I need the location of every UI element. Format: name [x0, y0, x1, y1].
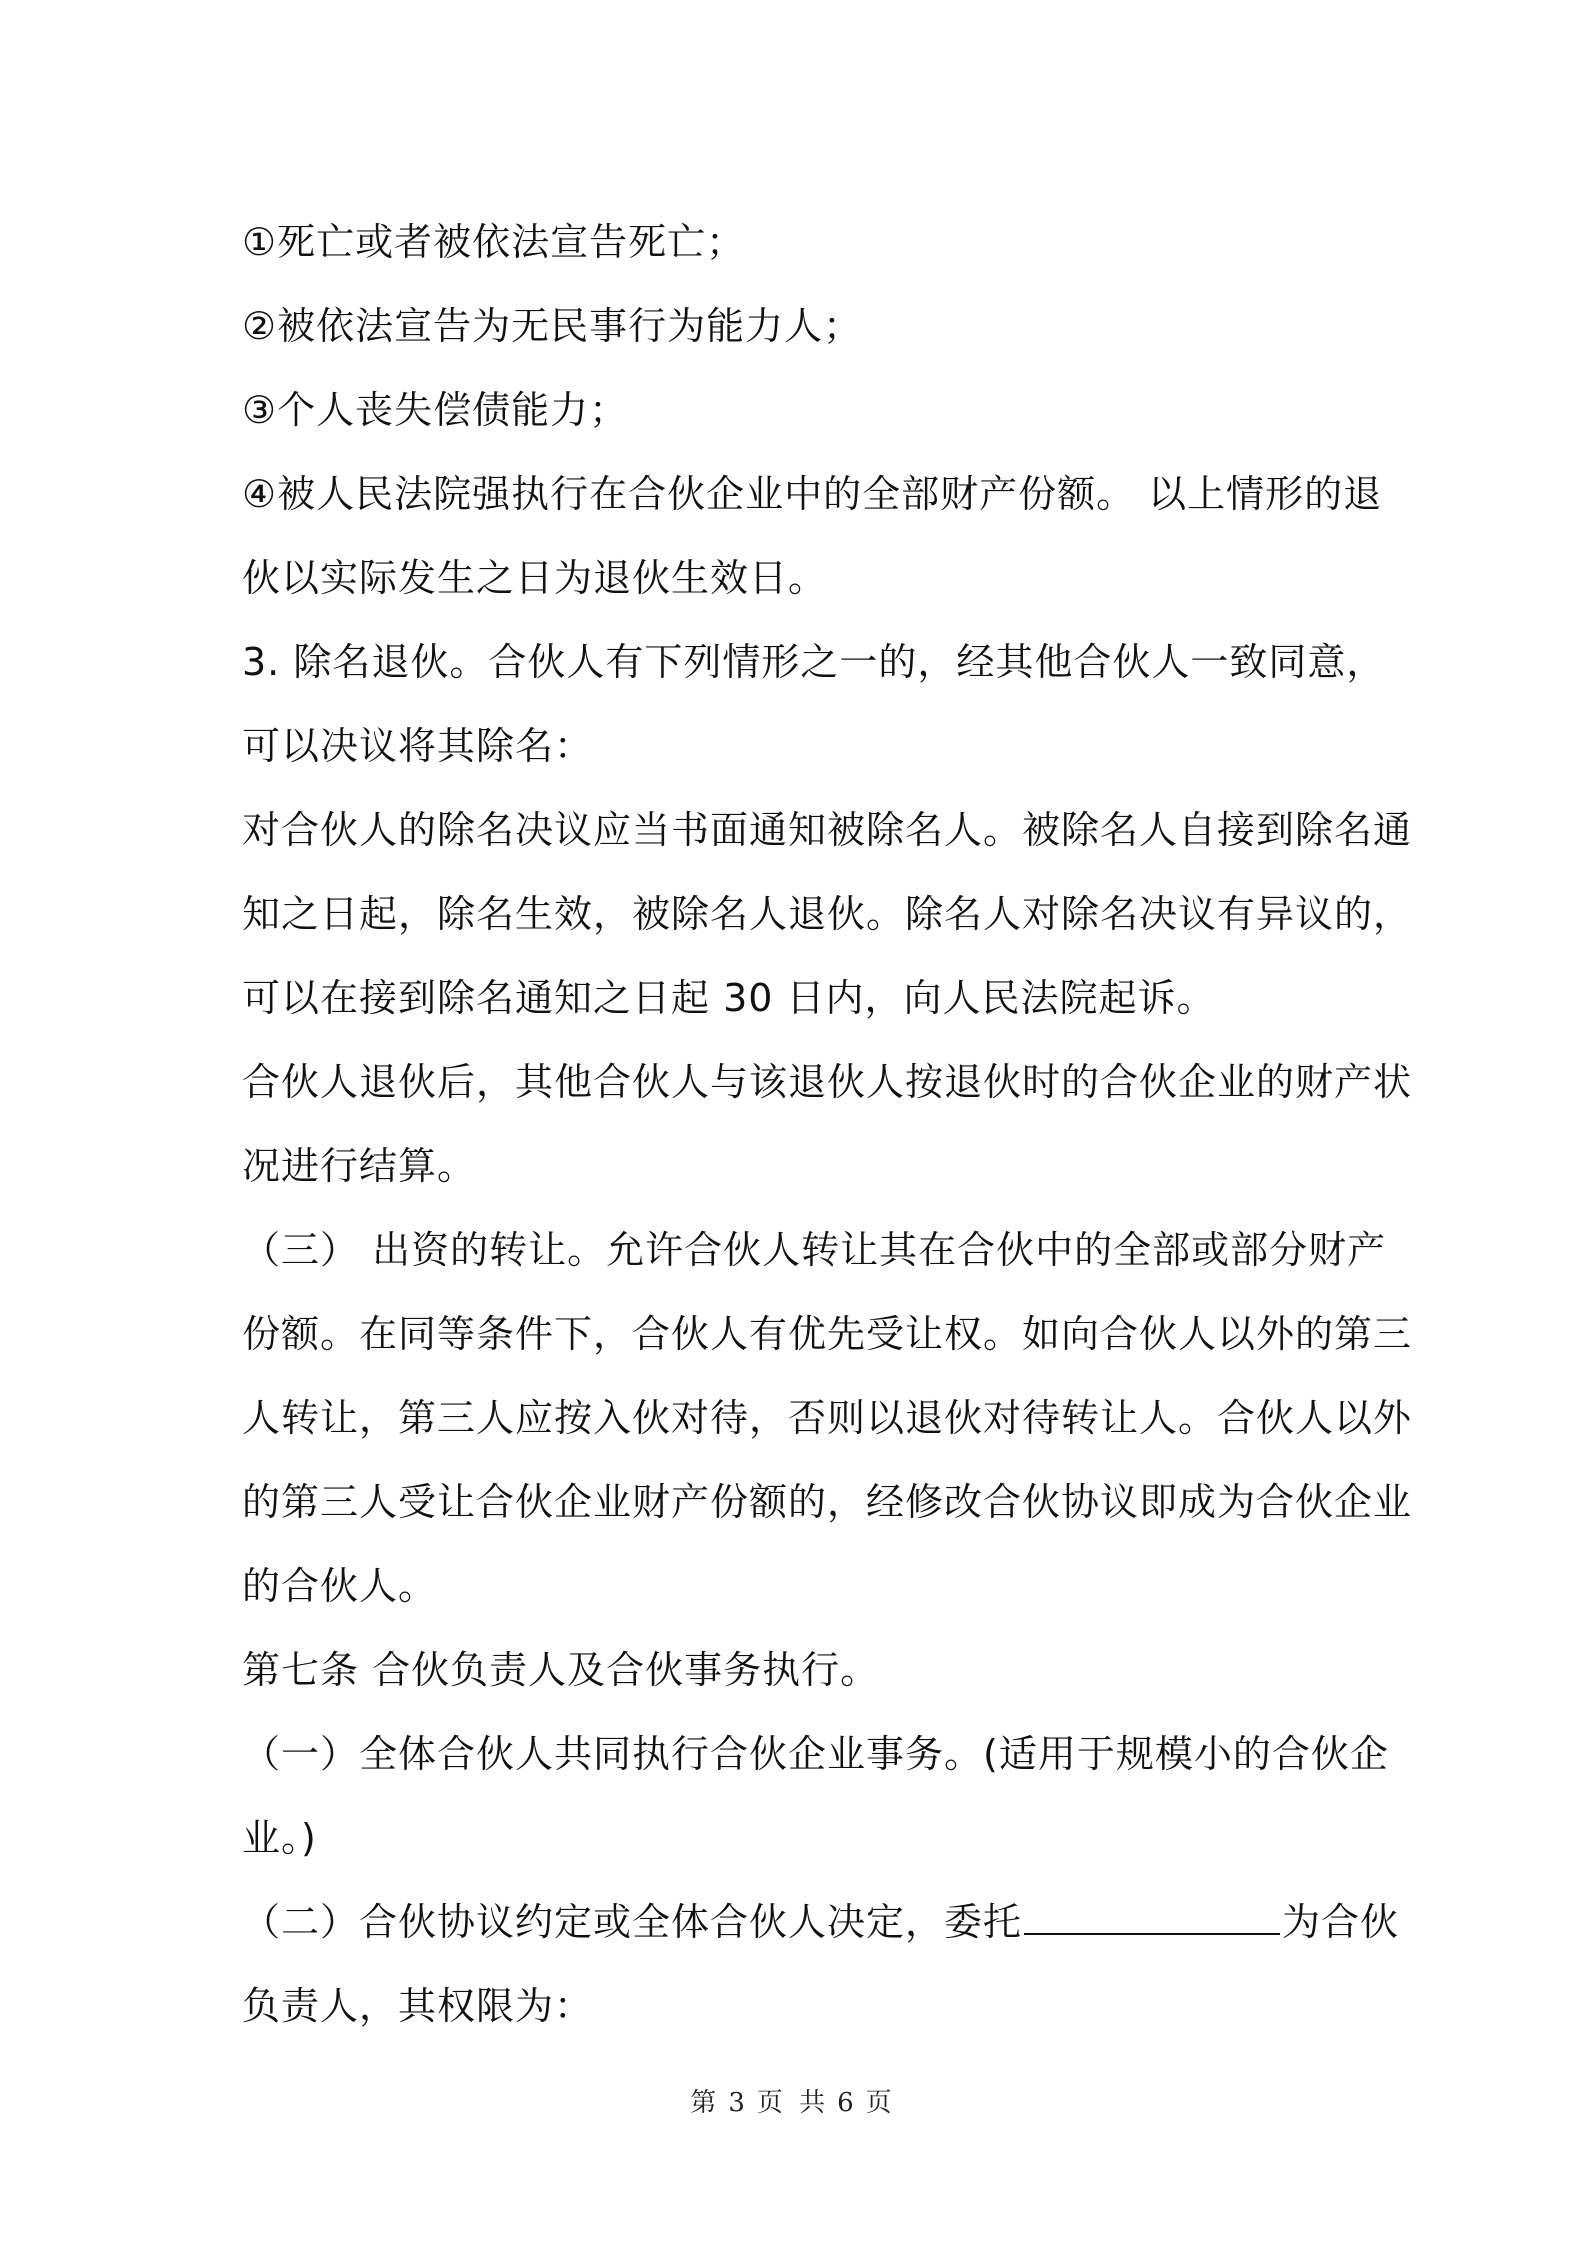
- blank-fill-line[interactable]: [1024, 1903, 1280, 1935]
- text-line: 知之日起，除名生效，被除名人退伙。除名人对除名决议有异议的，: [242, 892, 1413, 936]
- appoint-text-after: 为合伙: [1282, 1900, 1400, 1944]
- footer-suffix: 页: [865, 2088, 896, 2118]
- text-line: 合伙人退伙后，其他合伙人与该退伙人按退伙时的合伙企业的财产状: [242, 1060, 1413, 1104]
- text-line: 人转让，第三人应按入伙对待，否则以退伙对待转让人。合伙人以外: [242, 1396, 1413, 1440]
- text-line: ①死亡或者被依法宣告死亡；: [242, 220, 746, 264]
- text-line: 的合伙人。: [242, 1564, 438, 1608]
- text-line: 可以决议将其除名：: [242, 724, 594, 768]
- appoint-text-before: （二）合伙协议约定或全体合伙人决定，委托: [242, 1900, 1023, 1944]
- footer-prefix: 第: [690, 2088, 721, 2118]
- text-line: 负责人，其权限为：: [242, 1984, 594, 2028]
- footer-page-number: 3: [728, 2088, 749, 2118]
- footer-middle: 页 共: [756, 2088, 830, 2118]
- appoint-line: [242, 1880, 1400, 1964]
- page-footer: [0, 2082, 1586, 2119]
- text-line: 对合伙人的除名决议应当书面通知被除名人。被除名人自接到除名通: [242, 808, 1413, 852]
- text-line: ④被人民法院强执行在合伙企业中的全部财产份额。 以上情形的退: [242, 472, 1383, 516]
- text-line: 业。): [242, 1816, 317, 1860]
- text-line: 伙以实际发生之日为退伙生效日。: [242, 556, 828, 600]
- text-line: 的第三人受让合伙企业财产份额的，经修改合伙协议即成为合伙企业: [242, 1480, 1413, 1524]
- text-line: （三） 出资的转让。允许合伙人转让其在合伙中的全部或部分财产: [242, 1228, 1387, 1272]
- text-line: 况进行结算。: [242, 1144, 477, 1188]
- text-line: （一）全体合伙人共同执行合伙企业事务。(适用于规模小的合伙企: [242, 1732, 1389, 1776]
- text-line: ②被依法宣告为无民事行为能力人；: [242, 304, 863, 348]
- document-body: [242, 200, 1413, 2048]
- text-line: ③个人丧失偿债能力；: [242, 388, 629, 432]
- footer-total-pages: 6: [837, 2088, 858, 2118]
- text-line: 3. 除名退伙。合伙人有下列情形之一的，经其他合伙人一致同意，: [242, 640, 1386, 684]
- text-line: 份额。在同等条件下，合伙人有优先受让权。如向合伙人以外的第三: [242, 1312, 1413, 1356]
- text-line: 可以在接到除名通知之日起 30 日内，向人民法院起诉。: [242, 976, 1216, 1020]
- article-heading: 第七条 合伙负责人及合伙事务执行。: [242, 1648, 880, 1692]
